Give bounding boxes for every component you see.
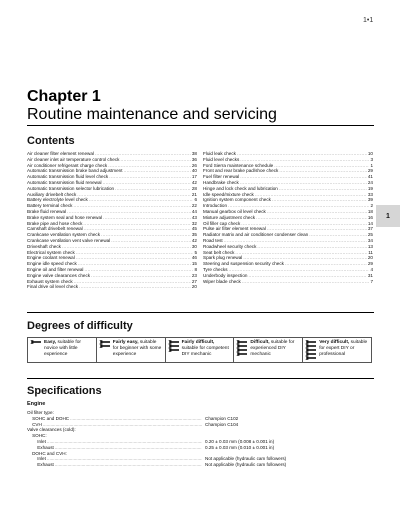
toc-entry-label: Air cleaner filter element renewal bbox=[27, 151, 94, 156]
toc-entry-label: Road test bbox=[203, 237, 223, 243]
chapter-title: Chapter 1 bbox=[27, 88, 101, 105]
toc-entry-page: 39 bbox=[367, 197, 373, 203]
toc-entry-label: Crankcase ventilation system check bbox=[27, 232, 101, 238]
toc-entry-page: 33 bbox=[367, 191, 373, 197]
toc-entry-page: 38 bbox=[191, 151, 197, 156]
toc-entry-label: Ignition system component check bbox=[203, 197, 271, 203]
toc-entry-label: Automatic transmission selector lubrication bbox=[27, 185, 115, 191]
spec-row bbox=[27, 462, 374, 468]
difficulty-description bbox=[113, 340, 163, 358]
toc-entry-label: Handbrake check bbox=[203, 179, 239, 185]
toc-entry-label: Introduction bbox=[203, 203, 228, 209]
toc-entry-label: Tyre checks bbox=[203, 266, 228, 272]
spanner-rating-icon bbox=[305, 340, 317, 362]
toc-entry-page: 1 bbox=[370, 162, 373, 168]
difficulty-text: suitable for novice with little experience bbox=[44, 340, 81, 357]
leader-dots bbox=[242, 279, 370, 285]
toc-entry-page: 42 bbox=[191, 237, 197, 243]
toc-entry-label: Seat belt check bbox=[203, 249, 235, 255]
chapter-tab: 1 bbox=[376, 205, 400, 227]
toc-entry-label: Automatic transmission brake band adjustment bbox=[27, 168, 123, 174]
toc-entry-page: 45 bbox=[191, 226, 197, 232]
spec-label: Oil filter type: bbox=[27, 410, 54, 415]
difficulty-description bbox=[44, 340, 94, 358]
divider bbox=[27, 312, 374, 313]
toc-entry-page: 25 bbox=[367, 232, 373, 238]
toc-entry-label: Spark plug renewal bbox=[203, 255, 243, 261]
toc-entry-page: 42 bbox=[191, 179, 197, 185]
spanner-rating-icon bbox=[168, 340, 180, 362]
toc-entry-page: 26 bbox=[191, 162, 197, 168]
spec-value: Not applicable (hydraulic cam followers) bbox=[205, 456, 287, 462]
spanner-icon bbox=[305, 356, 317, 360]
toc-entry-label: Electrical system check bbox=[27, 249, 75, 255]
difficulty-level bbox=[303, 338, 371, 362]
toc-entry-page: 35 bbox=[191, 232, 197, 238]
spec-label: Inlet bbox=[27, 456, 46, 462]
toc-entry-page: 19 bbox=[367, 185, 373, 191]
toc-entry-label: Ford Sierra maintenance schedule bbox=[203, 162, 274, 168]
toc-entry-page: 2 bbox=[370, 203, 373, 209]
toc-entry-label: Hinge and lock check and lubrication bbox=[203, 185, 278, 191]
toc-entry-page: 23 bbox=[191, 272, 197, 278]
toc-entry-label: Mixture adjustment check bbox=[203, 214, 256, 220]
toc-entry-label: Engine coolant renewal bbox=[27, 255, 75, 261]
toc-entry-label: Exhaust system check bbox=[27, 278, 73, 284]
toc-entry-label: Battery electrolyte level check bbox=[27, 197, 88, 203]
spec-label: SOHC: bbox=[27, 433, 47, 439]
toc-entry-label: Air cleaner inlet air temperature control check bbox=[27, 156, 120, 162]
spec-label: SOHC and DOHC bbox=[27, 415, 70, 421]
toc-entry-label: Fluid leak check bbox=[203, 151, 236, 156]
toc-entry-label: Camshaft drivebelt renewal bbox=[27, 226, 83, 232]
page-number: 1•1 bbox=[363, 17, 374, 24]
toc-entry-label: Air conditioner refrigerant charge check bbox=[27, 162, 108, 168]
toc-entry-page: 31 bbox=[367, 272, 373, 278]
difficulty-level bbox=[28, 338, 97, 362]
toc-entry-label: Brake fluid renewal bbox=[27, 208, 67, 214]
toc-entry-page: 36 bbox=[191, 156, 197, 162]
divider bbox=[27, 378, 374, 379]
toc-entry-label: Crankcase ventilation vent valve renewal bbox=[27, 237, 111, 243]
toc-entry-label: Engine valve clearances check bbox=[27, 272, 91, 278]
toc-entry-label: Roadwheel security check bbox=[203, 243, 257, 249]
toc-entry-page: 30 bbox=[191, 243, 197, 249]
toc-entry-page: 24 bbox=[367, 179, 373, 185]
toc-entry-page: 21 bbox=[191, 191, 197, 197]
toc-entry-page: 16 bbox=[367, 214, 373, 220]
toc-entry-label: Engine idle speed check bbox=[27, 261, 77, 267]
difficulty-label: Fairly easy, bbox=[112, 340, 139, 345]
spanner-icon bbox=[99, 344, 111, 348]
toc-entry-label: Oil filler cap check bbox=[203, 220, 241, 226]
toc-entry-page: 11 bbox=[368, 249, 373, 255]
toc-entry-label: Fluid level checks bbox=[203, 156, 240, 162]
toc-entry-page: 37 bbox=[367, 226, 373, 232]
difficulty-label: Easy, bbox=[44, 340, 57, 345]
spec-value: Champion C102 bbox=[205, 415, 239, 421]
difficulty-label: Fairly difficult, bbox=[181, 340, 215, 345]
spanner-rating-icon bbox=[236, 340, 248, 362]
difficulty-label: Very difficult, bbox=[319, 340, 350, 345]
toc-entry-label: Automatic transmission fluid level check bbox=[27, 174, 109, 180]
toc-entry-label: Idle speed/mixture check bbox=[203, 191, 254, 197]
toc-entry[interactable] bbox=[27, 284, 197, 290]
engine-subheading: Engine bbox=[27, 401, 46, 407]
difficulty-label: Difficult, bbox=[250, 340, 270, 345]
contents-column-left bbox=[27, 151, 197, 290]
toc-entry-page: 15 bbox=[191, 261, 197, 267]
difficulty-text: suitable for experienced DIY mechanic bbox=[250, 340, 295, 357]
toc-entry-page: 4 bbox=[370, 266, 373, 272]
spec-label: Exhaust bbox=[27, 462, 54, 468]
toc-entry-page: 29 bbox=[367, 261, 373, 267]
toc-entry-label: Steering and suspension security check bbox=[203, 261, 284, 267]
toc-entry-page: 29 bbox=[367, 168, 373, 174]
spanner-icon bbox=[168, 348, 180, 352]
contents-heading: Contents bbox=[27, 135, 75, 147]
spec-value: 0.20 ± 0.03 mm (0.008 ± 0.001 in) bbox=[205, 438, 275, 444]
toc-entry-label: Engine oil and filter renewal bbox=[27, 266, 84, 272]
toc-entry-label: Final drive oil level check bbox=[27, 284, 79, 290]
toc-entry-label: Auxiliary drivebelt check bbox=[27, 191, 77, 197]
difficulty-level bbox=[166, 338, 235, 362]
toc-entry-label: Battery terminal check bbox=[27, 203, 73, 209]
difficulty-description bbox=[182, 340, 232, 358]
toc-entry-page: 5 bbox=[194, 249, 197, 255]
toc-entry-label: Fuel filter renewal bbox=[203, 174, 240, 180]
difficulty-heading: Degrees of difficulty bbox=[27, 320, 133, 332]
toc-entry-page: 41 bbox=[367, 174, 373, 180]
toc-entry-page: 20 bbox=[191, 284, 197, 290]
toc-entry-page: 14 bbox=[367, 220, 373, 226]
specifications-heading: Specifications bbox=[27, 385, 102, 397]
toc-entry-label: Brake system seal and hose renewal bbox=[27, 214, 103, 220]
spec-label: Exhaust bbox=[27, 444, 54, 450]
toc-entry-page: 43 bbox=[191, 214, 197, 220]
toc-entry-page: 32 bbox=[191, 220, 197, 226]
spec-label: Valve clearances (cold): bbox=[27, 427, 76, 433]
toc-entry-page: 13 bbox=[367, 243, 373, 249]
toc-entry-label: Wiper blade check bbox=[203, 278, 241, 284]
toc-entry-label: Automatic transmission fluid renewal bbox=[27, 179, 102, 185]
difficulty-scale bbox=[27, 337, 372, 363]
chapter-subtitle: Routine maintenance and servicing bbox=[27, 106, 277, 123]
difficulty-description bbox=[250, 340, 300, 358]
toc-entry-label: Brake pipe and hose check bbox=[27, 220, 83, 226]
toc-entry-page: 22 bbox=[191, 203, 197, 209]
toc-entry-page: 40 bbox=[191, 168, 197, 174]
spec-label: Inlet bbox=[27, 438, 46, 444]
toc-entry-page: 27 bbox=[191, 278, 197, 284]
toc-entry-page: 28 bbox=[191, 185, 197, 191]
difficulty-text: suitable for beginner with some experience bbox=[112, 340, 162, 357]
spanner-rating-icon bbox=[99, 340, 111, 362]
toc-entry-label: Manual gearbox oil level check bbox=[203, 208, 266, 214]
toc-entry[interactable] bbox=[203, 279, 373, 285]
spec-label: CVH bbox=[27, 421, 42, 427]
spanner-rating-icon bbox=[30, 340, 42, 362]
toc-entry-page: 46 bbox=[191, 255, 197, 261]
spanner-icon bbox=[30, 340, 42, 344]
toc-entry-page: 6 bbox=[194, 197, 197, 203]
spec-value: 0.25 ± 0.03 mm (0.010 ± 0.001 in) bbox=[205, 444, 275, 450]
toc-entry-page: 7 bbox=[370, 278, 373, 284]
difficulty-text: suitable for competent DIY mechanic bbox=[181, 346, 229, 357]
toc-entry-label: Driveshaft check bbox=[27, 243, 61, 249]
toc-entry-page: 17 bbox=[191, 174, 197, 180]
difficulty-level bbox=[97, 338, 166, 362]
toc-entry-page: 8 bbox=[194, 266, 197, 272]
toc-entry-page: 3 bbox=[370, 156, 373, 162]
divider bbox=[27, 125, 374, 126]
spec-value: Not applicable (hydraulic cam followers) bbox=[205, 462, 287, 468]
difficulty-description bbox=[319, 340, 369, 358]
spec-label: DOHC and CVH: bbox=[27, 450, 67, 456]
toc-entry-page: 10 bbox=[367, 151, 373, 156]
spec-label-wrap bbox=[27, 462, 202, 468]
toc-entry-label: Radiator matrix and air conditioner condenser clean bbox=[203, 232, 309, 238]
toc-entry-page: 18 bbox=[367, 208, 373, 214]
specifications-list bbox=[27, 410, 374, 468]
toc-entry-page: 34 bbox=[367, 237, 373, 243]
difficulty-level bbox=[234, 338, 303, 362]
spec-value: Champion C104 bbox=[205, 421, 239, 427]
toc-entry-label: Front and rear brake pad/shoe check bbox=[203, 168, 279, 174]
difficulty-text: suitable for expert DIY or professional bbox=[319, 340, 368, 357]
leader-dots bbox=[79, 284, 191, 290]
toc-entry-label: Underbody inspection bbox=[203, 272, 248, 278]
spanner-icon bbox=[236, 352, 248, 356]
leader-dots bbox=[55, 462, 202, 468]
toc-entry-label: Pulse air filter element renewal bbox=[203, 226, 266, 232]
toc-entry-page: 44 bbox=[191, 208, 197, 214]
contents-column-right bbox=[203, 151, 373, 284]
toc-entry-page: 20 bbox=[367, 255, 373, 261]
